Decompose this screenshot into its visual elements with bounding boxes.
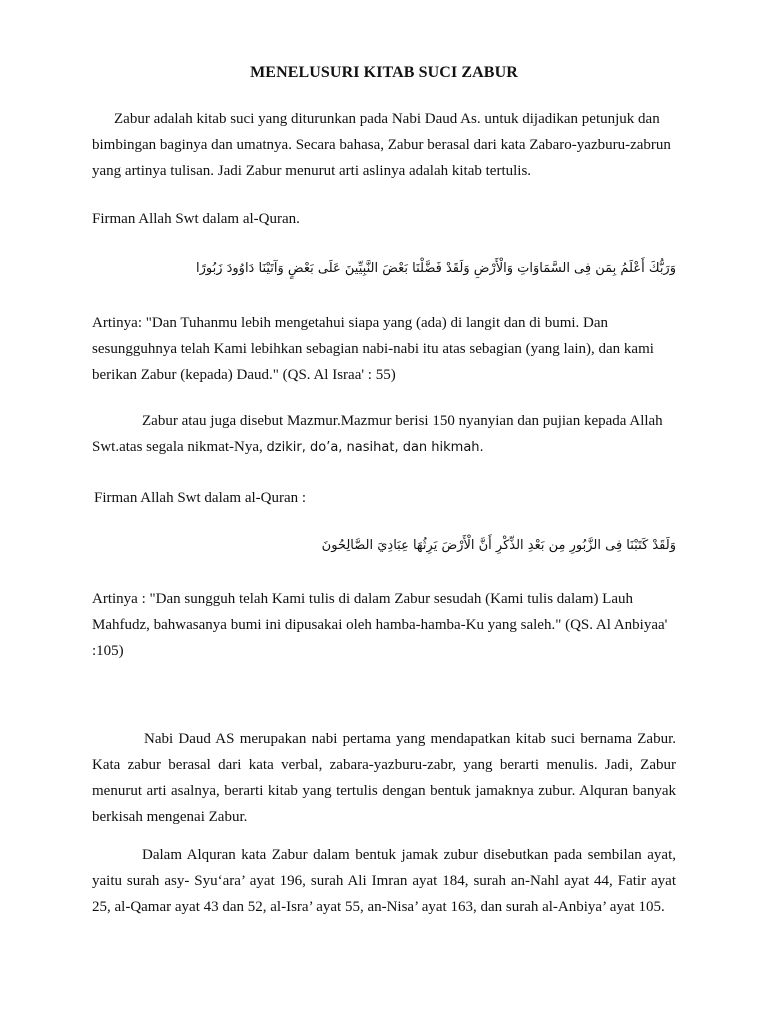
paragraph-firman-intro-1: Firman Allah Swt dalam al-Quran.: [92, 211, 300, 227]
mazmur-text-tail: dzikir, do’a, nasihat, dan hikmah.: [266, 440, 484, 455]
paragraph-zubur-ayat: Dalam Alquran kata Zabur dalam bentuk jamak zubur disebutkan pada sembilan ayat, yaitu surah asy- Syu‘ara’ ayat 196, surah Ali Imran ayat 184, surah an-Nahl ayat 44, Fatir ayat 25, al-Qamar ayat 43 dan 52, al-Isra’ ayat 55, an-Nisa’ ayat 163, dan surah al-Anbiya’ ayat 105.: [92, 847, 676, 915]
paragraph-firman-intro-2: Firman Allah Swt dalam al-Quran :: [94, 490, 307, 506]
arabic-verse-al-anbiyaa: وَلَقَدْ كَتَبْنَا فِى الزَّبُورِ مِن بَعْدِ الذِّكْرِ أَنَّ الْأَرْضَ يَرِثُهَا عِبَادِيَ الصَّالِحُونَ: [321, 538, 676, 553]
paragraph-artinya-al-israa: Artinya: "Dan Tuhanmu lebih mengetahui siapa yang (ada) di langit dan di bumi. Dan sesungguhnya telah Kami lebihkan sebagian nabi-nabi itu atas sebagian (yang lain), dan kami berikan Zabur (kepada) Daud." (QS. Al Israa' : 55): [92, 315, 654, 383]
mazmur-text: Zabur atau juga disebut Mazmur.Mazmur berisi 150 nyanyian dan pujian kepada Allah Swt.atas segala nikmat-Nya,: [92, 413, 663, 455]
paragraph-nabi-daud: Nabi Daud AS merupakan nabi pertama yang mendapatkan kitab suci bernama Zabur. Kata zabur berasal dari kata verbal, zabara-yazburu-zabr, yang berarti menulis. Jadi, Zabur menurut arti asalnya, berarti kitab yang tertulis dengan bentuk jamaknya zubur. Alquran banyak berkisah mengenai Zabur.: [92, 731, 676, 825]
paragraph-artinya-al-anbiyaa: Artinya : "Dan sungguh telah Kami tulis di dalam Zabur sesudah (Kami tulis dalam) Lauh Mahfudz, bahwasanya bumi ini dipusakai oleh hamba-hamba-Ku yang saleh." (QS. Al Anbiyaa' :105): [92, 591, 668, 659]
paragraph-mazmur: [92, 408, 676, 461]
paragraph-zabur-intro: Zabur adalah kitab suci yang diturunkan pada Nabi Daud As. untuk dijadikan petunjuk dan bimbingan baginya dan umatnya. Secara bahasa, Zabur berasal dari kata Zabaro-yazburu-zabrun yang artinya tulisan. Jadi Zabur menurut arti aslinya adalah kitab tertulis.: [92, 111, 671, 179]
document-title: MENELUSURI KITAB SUCI ZABUR: [250, 64, 518, 81]
arabic-verse-al-israa: وَرَبُّكَ أَعْلَمُ بِمَن فِى السَّمَاوَاتِ وَالْأَرْضِ وَلَقَدْ فَضَّلْنَا بَعْضَ النَّبِيِّينَ عَلَى بَعْضٍ وَآتَيْنَا دَاوُودَ زَبُورًا: [195, 261, 676, 276]
